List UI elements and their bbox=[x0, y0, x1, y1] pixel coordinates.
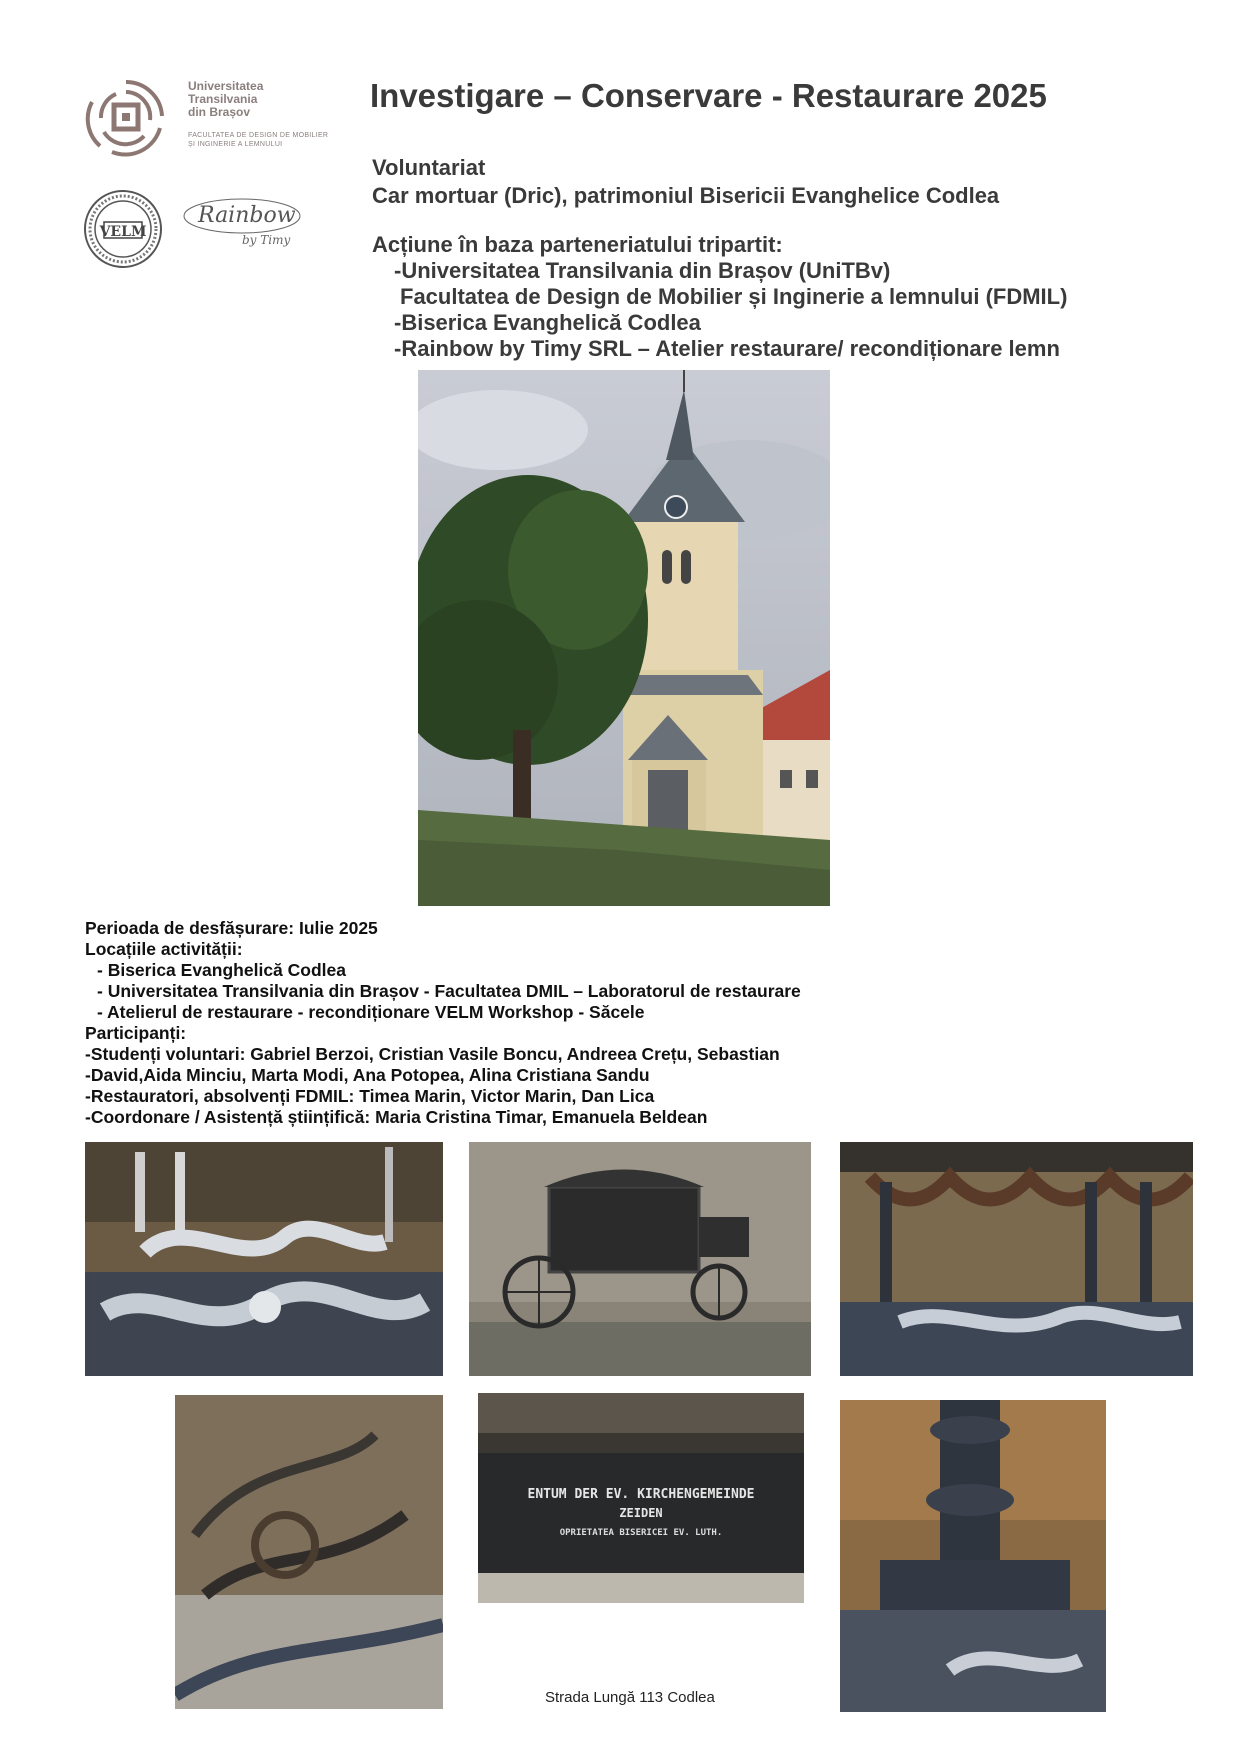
participants-heading: Participanți: bbox=[85, 1023, 187, 1043]
participant-line: -Coordonare / Asistență științifică: Maria Cristina Timar, Emanuela Beldean bbox=[85, 1107, 708, 1127]
location-item: - Biserica Evanghelică Codlea bbox=[97, 960, 346, 980]
svg-text:by Timy: by Timy bbox=[242, 233, 291, 247]
location-item: - Atelierul de restaurare - recondiționare VELM Workshop - Săcele bbox=[97, 1002, 645, 1022]
photo-turned-column bbox=[840, 1400, 1106, 1712]
locations-heading: Locațiile activității: bbox=[85, 939, 243, 959]
partnership-block bbox=[372, 232, 1067, 362]
church-photo bbox=[418, 370, 830, 906]
intro-line: Car mortuar (Dric), patrimoniul Bisericii Evanghelice Codlea bbox=[372, 183, 1000, 208]
page-title: Investigare – Conservare - Restaurare 2025 bbox=[370, 77, 1047, 114]
location-item: - Universitatea Transilvania din Brașov - Facultatea DMIL – Laboratorul de restaurare bbox=[97, 981, 801, 1001]
participant-line: -Restauratori, absolvenți FDMIL: Timea Marin, Victor Marin, Dan Lica bbox=[85, 1086, 655, 1106]
university-name: Universitatea Transilvania din Brașov bbox=[188, 79, 264, 119]
partnership-heading: Acțiune în baza parteneriatului tripartit: bbox=[372, 232, 783, 257]
rainbow-by-timy-logo bbox=[180, 192, 310, 254]
photo-canopy-detail bbox=[840, 1142, 1193, 1376]
address-footer: Strada Lungă 113 Codlea bbox=[545, 1689, 715, 1706]
faculty-name: FACULTATEA DE DESIGN DE MOBILIER ȘI INGINERIE A LEMNULUI bbox=[188, 132, 329, 148]
svg-text:ZEIDEN: ZEIDEN bbox=[619, 1506, 663, 1520]
partner-item: -Rainbow by Timy SRL – Atelier restaurare/ recondiționare lemn bbox=[394, 336, 1060, 361]
intro-line: Voluntariat bbox=[372, 155, 486, 180]
photo-hearse bbox=[469, 1142, 811, 1376]
info-block bbox=[85, 918, 801, 1128]
partner-item: Facultatea de Design de Mobilier și Inginerie a lemnului (FDMIL) bbox=[400, 284, 1068, 309]
velm-seal-logo bbox=[82, 188, 164, 270]
participant-line: -Studenți voluntari: Gabriel Berzoi, Cristian Vasile Boncu, Andreea Crețu, Sebastian bbox=[85, 1044, 780, 1064]
intro-block bbox=[372, 154, 999, 210]
svg-text:OPRIETATEA BISERICEI EV. LUTH.: OPRIETATEA BISERICEI EV. LUTH. bbox=[559, 1528, 723, 1538]
svg-text:Rainbow: Rainbow bbox=[198, 203, 296, 228]
university-logo bbox=[82, 76, 170, 158]
participant-line: -David,Aida Minciu, Marta Modi, Ana Potopea, Alina Cristiana Sandu bbox=[85, 1065, 650, 1085]
partner-item: -Universitatea Transilvania din Brașov (UniTBv) bbox=[394, 258, 891, 283]
photo-iron-springs bbox=[175, 1395, 443, 1709]
svg-text:ENTUM DER EV. KIRCHENGEMEINDE: ENTUM DER EV. KIRCHENGEMEINDE bbox=[527, 1487, 755, 1502]
photo-inscription-plaque bbox=[478, 1393, 804, 1603]
photo-carving-detail bbox=[85, 1142, 443, 1376]
partner-item: -Biserica Evanghelică Codlea bbox=[394, 310, 701, 335]
period-text: Perioada de desfășurare: Iulie 2025 bbox=[85, 918, 378, 938]
svg-text:VELM: VELM bbox=[99, 224, 147, 240]
